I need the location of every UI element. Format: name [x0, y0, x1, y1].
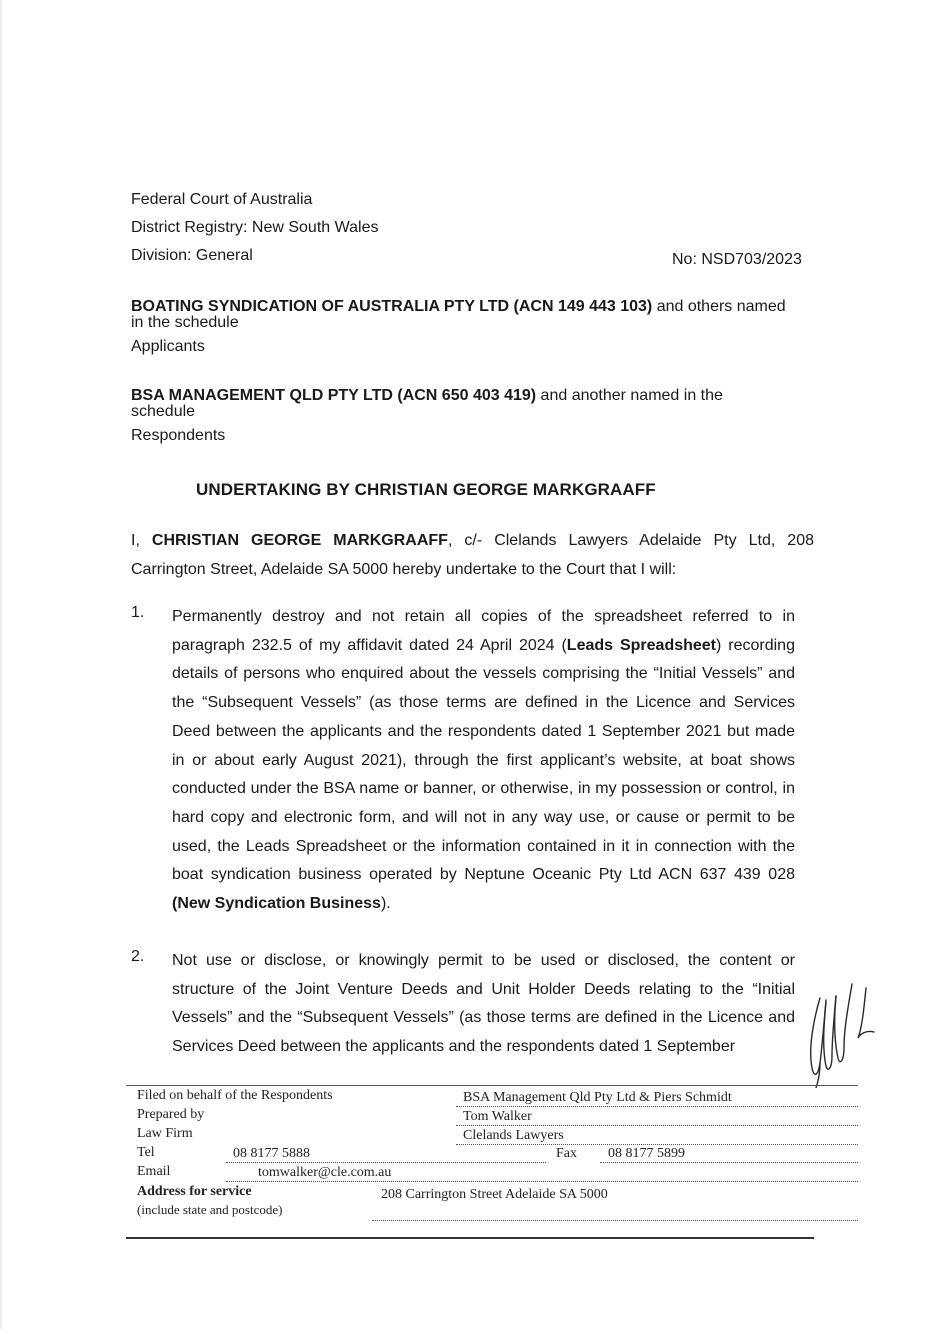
intro-paragraph: I, CHRISTIAN GEORGE MARKGRAAFF, c/- Clelands Lawyers Adelaide Pty Ltd, 208 Carrington Street, Adelaide SA 5000 hereby undertake to the Court that I will: [131, 532, 814, 578]
prepared-underline [456, 1125, 858, 1126]
item-text: Not use or disclose, or knowingly permit to be used or disclosed, the content or structure of the Joint Venture Deeds and Unit Holder Deeds relating to the “Initial Vessels” and the “Subsequent Vessels” (as those terms are defined in the Licence and Services Deed between the applicants and the respondents dated 1 September [172, 952, 795, 1056]
respondents-name: BSA MANAGEMENT QLD PTY LTD (ACN 650 403 419) and another named in the [131, 387, 723, 404]
item-number: 1. [131, 604, 145, 621]
tel-label: Tel [137, 1145, 155, 1160]
firm-value: Clelands Lawyers [463, 1128, 564, 1143]
fax-value: 08 8177 5899 [608, 1146, 685, 1161]
respondents-schedule: schedule [131, 403, 196, 420]
tel-underline [226, 1162, 546, 1163]
footer-top-rule [126, 1085, 858, 1086]
district-registry: District Registry: New South Wales [131, 219, 379, 236]
item-number: 2. [131, 948, 145, 965]
fax-label: Fax [556, 1146, 577, 1161]
address-label: Address for service [137, 1184, 252, 1199]
tel-value: 08 8177 5888 [233, 1146, 310, 1161]
applicants-schedule: in the schedule [131, 314, 239, 331]
signature-mark [800, 978, 880, 1088]
prepared-value: Tom Walker [463, 1109, 532, 1124]
division: Division: General [131, 247, 253, 264]
respondents-block [131, 386, 821, 445]
applicants-block [131, 297, 821, 356]
scan-edge-shadow [0, 0, 3, 1329]
filed-label: Filed on behalf of the Respondents [137, 1088, 333, 1103]
court-name: Federal Court of Australia [131, 191, 313, 208]
firm-label: Law Firm [137, 1126, 193, 1141]
case-number: No: NSD703/2023 [672, 251, 802, 268]
item-text: Permanently destroy and not retain all copies of the spreadsheet referred to in paragraph 232.5 of my affidavit dated 24 April 2024 (Leads Spreadsheet) recording details of persons who enquired about the vessels comprising the “Initial Vessels” and the “Subsequent Vessels” (as those terms are defined in the Licence and Services Deed between the applicants and the respondents dated 1 September 2021 but made in or about early August 2021), through the first applicant’s website, at boat shows conducted under the BSA name or banner, or otherwise, in my possession or control, in hard copy and electronic form, and will not in any way use, or cause or permit to be used, the Leads Spreadsheet or the information contained in it in connection with the boat syndication business operated by Neptune Oceanic Pty Ltd ACN 637 439 028 (New Syndication Business). [172, 608, 795, 913]
document-title: UNDERTAKING BY CHRISTIAN GEORGE MARKGRAAFF [196, 480, 656, 499]
email-underline [226, 1181, 858, 1182]
applicants-name: BOATING SYNDICATION OF AUSTRALIA PTY LTD (ACN 149 443 103) and others named [131, 298, 786, 315]
email-label: Email [137, 1164, 171, 1179]
prepared-label: Prepared by [137, 1107, 205, 1122]
address-underline [372, 1220, 858, 1221]
address-value: 208 Carrington Street Adelaide SA 5000 [381, 1187, 608, 1202]
address-note: (include state and postcode) [137, 1202, 283, 1217]
firm-underline [456, 1144, 858, 1145]
applicants-role: Applicants [131, 338, 205, 355]
respondents-role: Respondents [131, 427, 226, 444]
footer-bottom-rule [126, 1237, 814, 1239]
email-value: tomwalker@cle.com.au [258, 1165, 392, 1180]
filed-underline [456, 1106, 858, 1107]
filed-value: BSA Management Qld Pty Ltd & Piers Schmidt [463, 1090, 732, 1105]
fax-underline [600, 1162, 858, 1163]
